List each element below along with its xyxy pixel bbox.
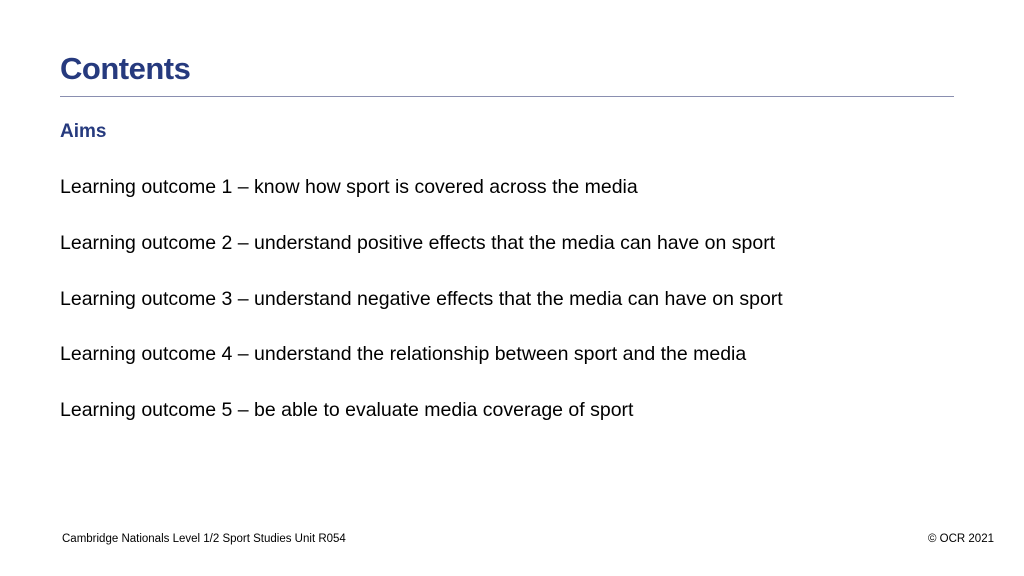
learning-outcome-1: Learning outcome 1 – know how sport is covered across the media [60, 176, 638, 198]
section-heading-aims: Aims [60, 121, 107, 142]
learning-outcome-5: Learning outcome 5 – be able to evaluate media coverage of sport [60, 399, 634, 421]
learning-outcome-3: Learning outcome 3 – understand negative effects that the media can have on sport [60, 287, 783, 310]
learning-outcome-2: Learning outcome 2 – understand positive effects that the media can have on sport [60, 231, 776, 254]
footer-course-title: Cambridge Nationals Level 1/2 Sport Studies Unit R054 [62, 533, 346, 545]
title-divider [60, 96, 954, 97]
page-title: Contents [60, 51, 191, 86]
learning-outcomes-list [60, 174, 783, 453]
footer-copyright: © OCR 2021 [927, 533, 994, 545]
learning-outcome-4: Learning outcome 4 – understand the relationship between sport and the media [60, 343, 747, 366]
